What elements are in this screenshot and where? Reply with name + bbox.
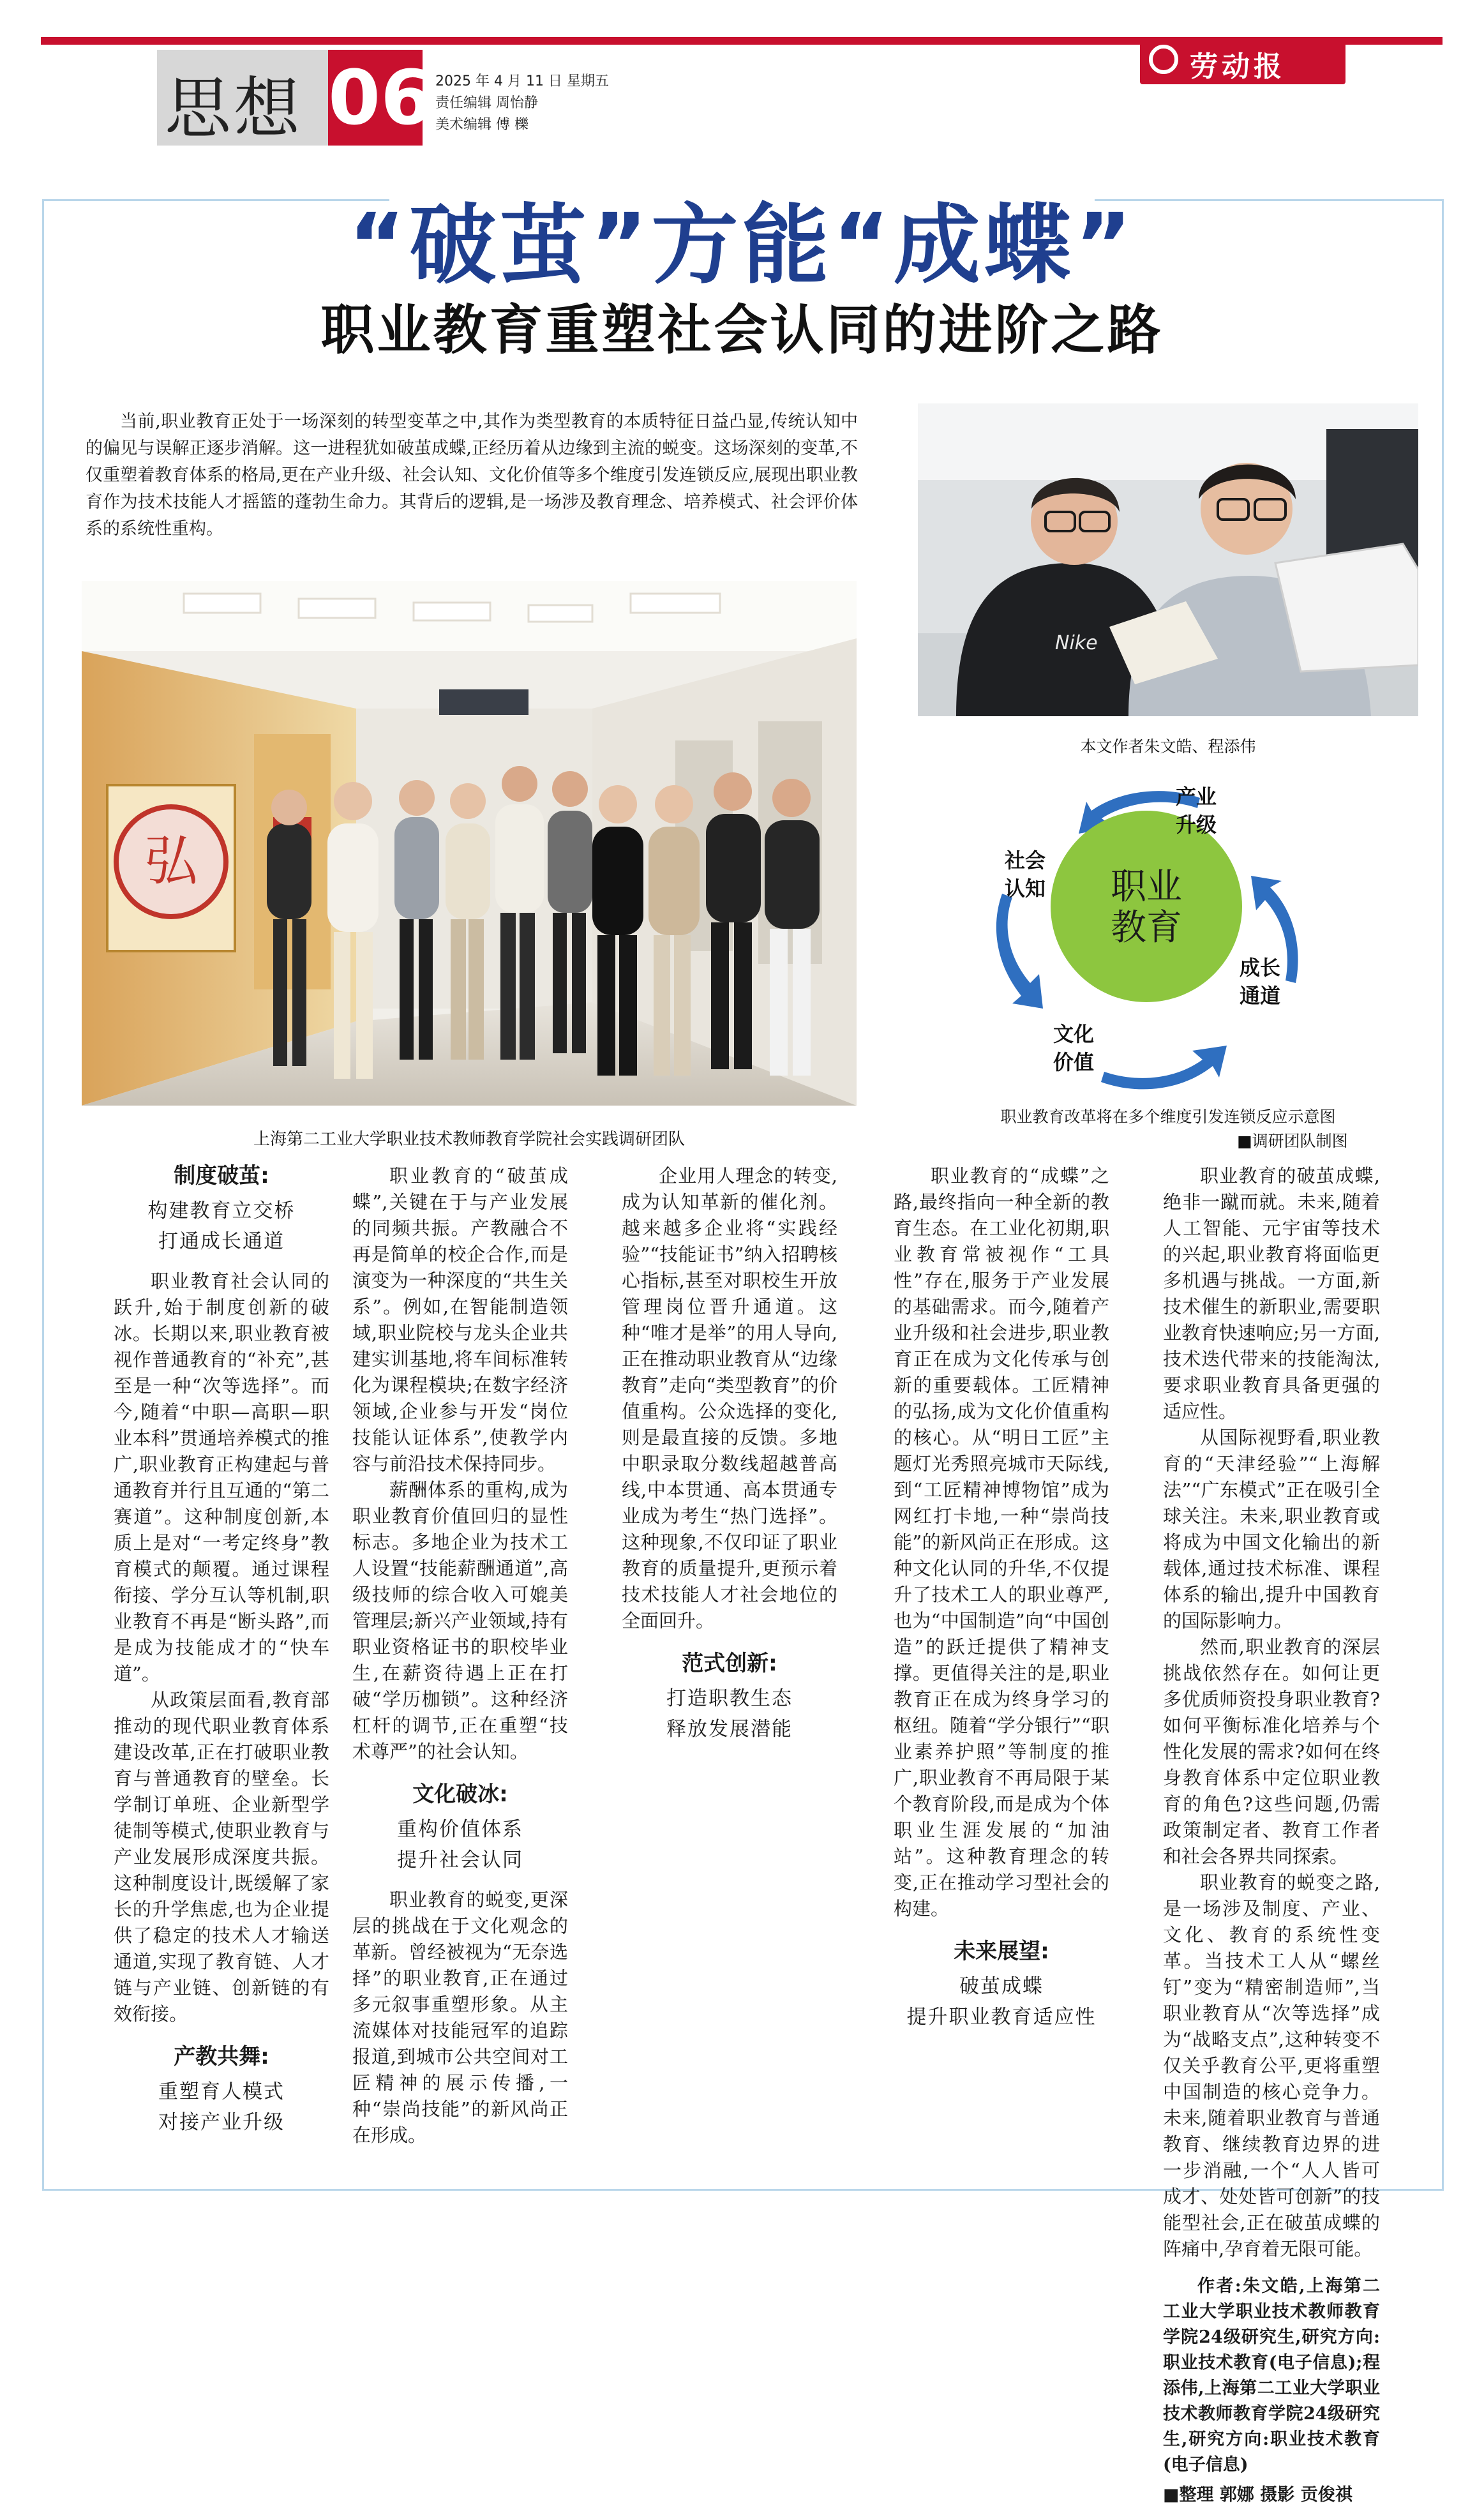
paragraph: 职业教育的蜕变,更深层的挑战在于文化观念的革新。曾经被视为“无奈选择”的职业教育,正在通过多元叙事重塑形象。从主流媒体对技能冠军的追踪报道,到城市公共空间对工匠精神的展示传播,一种“崇尚技能”的新风尚正在形成。: [352, 1889, 568, 2146]
section-subtitle-2-line2: 对接产业升级: [158, 2111, 285, 2134]
section-title-1: 制度破茧:: [174, 1163, 269, 1189]
art-editor-credit: 美术编辑 傅 櫟: [435, 117, 528, 133]
section-title-3: 文化破冰:: [412, 1782, 508, 1807]
section-subtitle-2-line1: 重塑育人模式: [158, 2080, 285, 2103]
editor-credit: 责任编辑 周怡静: [435, 95, 538, 111]
column-1: [114, 1163, 329, 2149]
section-subtitle-1-line1: 构建教育立交桥: [147, 1199, 296, 1222]
section-subtitle-4: [622, 1683, 837, 1745]
diagram-credit: ■调研团队制图: [1237, 1132, 1348, 1150]
newspaper-name: 劳动报: [1190, 50, 1285, 83]
diagram-label-left: [1005, 846, 1046, 903]
paragraph: 薪酬体系的重构,成为职业教育价值回归的显性标志。多地企业为技术工人设置“技能薪酬通道”,高级技师的综合收入可媲美管理层;新兴产业领域,持有职业资格证书的职校毕业生,在薪资待遇上正在打破“学历枷锁”。这种经济杠杆的调节,正在重塑“技术尊严”的社会认知。: [352, 1479, 568, 1762]
logo-mark-icon: [1149, 45, 1178, 74]
diagram-label-top-line1: 产业: [1176, 785, 1217, 809]
diagram-label-left-line2: 认知: [1005, 876, 1046, 901]
column-2: [352, 1163, 568, 2149]
author-note: 作者:朱文皓,上海第二工业大学职业技术教师教育学院24级研究生,研究方向:职业技术教育(电子信息);程添伟,上海第二工业大学职业技术教师教育学院24级研究生,研究方向:职业技术教育(电子信息): [1163, 2276, 1380, 2475]
diagram-label-right-line2: 通道: [1240, 984, 1281, 1008]
section-subtitle-3-line1: 重构价值体系: [397, 1818, 523, 1841]
section-subtitle-3-line2: 提升社会认同: [397, 1849, 523, 1872]
column-5: [1163, 1163, 1380, 2508]
team-photo: [82, 581, 857, 1106]
column-3: [622, 1163, 837, 1756]
paragraph: 职业教育的破茧成蝶,绝非一蹴而就。未来,随着人工智能、元宇宙等技术的兴起,职业教育将面临更多机遇与挑战。一方面,新技术催生的新职业,需要职业教育快速响应;另一方面,技术迭代带来的技能淘汰,要求职业教育具备更强的适应性。: [1163, 1165, 1380, 1422]
paragraph: 从国际视野看,职业教育的“天津经验”“上海解法”“广东模式”正在吸引全球关注。未来,职业教育或将成为中国文化输出的新载体,通过技术标准、课程体系的输出,提升中国教育的国际影响力。: [1163, 1427, 1380, 1632]
diagram-label-right: [1240, 954, 1280, 1010]
column-4: [894, 1163, 1109, 2044]
section-subtitle-4-line1: 打造职教生态: [666, 1687, 793, 1710]
arrow-left-icon: [996, 894, 1043, 1009]
credit-line: ■整理 郭娜 摄影 贡俊祺: [1163, 2485, 1353, 2505]
authors-photo: [918, 403, 1418, 716]
paragraph: 职业教育的蜕变之路,是一场涉及制度、产业、文化、教育的系统性变革。当技术工人从“螺丝钉”变为“精密制造师”,当职业教育从“次等选择”成为“战略支点”,这种转变不仅关乎教育公平,更将重塑中国制造的核心竞争力。未来,随着职业教育与普通教育、继续教育边界的进一步消融,一个“人人皆可成才、处处皆可创新”的技能型社会,正在破茧成蝶的阵痛中,孕育着无限可能。: [1163, 1872, 1380, 2260]
section-subtitle-2: [114, 2076, 329, 2138]
section-title-5: 未来展望:: [954, 1939, 1049, 1964]
diagram-center-line2: 教育: [1111, 907, 1182, 949]
paragraph: 从政策层面看,教育部推动的现代职业教育体系建设改革,正在打破职业教育与普通教育的壁垒。长学制订单班、企业新型学徒制等模式,使职业教育与产业发展形成深度共振。这种制度设计,既缓解了家长的升学焦虑,也为企业提供了稳定的技术人才输送通道,实现了教育链、人才链与产业链、创新链的有效衔接。: [114, 1689, 329, 2025]
section-name: 思想: [165, 70, 303, 147]
arrow-bottom-icon: [1101, 1046, 1227, 1089]
diagram-label-top-line2: 升级: [1176, 813, 1217, 837]
section-subtitle-1: [114, 1196, 329, 1257]
paragraph: 职业教育的“成蝶”之路,最终指向一种全新的教育生态。在工业化初期,职业教育常被视作“工具性”存在,服务于产业发展的基础需求。而今,随着产业升级和社会进步,职业教育正在成为文化传承与创新的重要载体。工匠精神的弘扬,成为文化价值重构的核心。从“明日工匠”主题灯光秀照亮城市天际线,到“工匠精神博物馆”成为网红打卡地,一种“崇尚技能”的新风尚正在形成。这种文化认同的升华,不仅提升了技术工人的职业尊严,也为“中国制造”向“中国创造”的跃迁提供了精神支撑。更值得关注的是,职业教育正在成为终身学习的枢纽。随着“学分银行”“职业素养护照”等制度的推广,职业教育不再局限于某个教育阶段,而是成为个体职业生涯发展的“加油站”。这种教育理念的转变,正在推动学习型社会的构建。: [894, 1165, 1109, 1919]
diagram-label-left-line1: 社会: [1005, 848, 1046, 873]
svg-text:Nike: Nike: [1055, 632, 1098, 654]
issue-date: 2025 年 4 月 11 日 星期五: [435, 73, 609, 89]
section-subtitle-5: [894, 1971, 1109, 2032]
section-title-2: 产教共舞:: [174, 2044, 269, 2069]
section-title-4: 范式创新:: [682, 1651, 777, 1676]
section-subtitle-5-line1: 破茧成蝶: [959, 1975, 1044, 1998]
article-lede: 当前,职业教育正处于一场深刻的转型变革之中,其作为类型教育的本质特征日益凸显,传统认知中的偏见与误解正逐步消解。这一进程犹如破茧成蝶,正经历着从边缘到主流的蜕变。这场深刻的变革,不仅重塑着教育体系的格局,更在产业升级、社会认知、文化价值等多个维度引发连锁反应,展现出职业教育作为技术技能人才摇篮的蓬勃生命力。其背后的逻辑,是一场涉及教育理念、培养模式、社会评价体系的系统性重构。: [86, 412, 858, 539]
diagram-label-bottom-line1: 文化: [1053, 1022, 1095, 1046]
section-subtitle-3: [352, 1814, 568, 1875]
diagram-label-bottom: [1053, 1020, 1094, 1076]
section-subtitle-1-line2: 打通成长通道: [158, 1230, 285, 1253]
paragraph: 职业教育的“破茧成蝶”,关键在于与产业发展的同频共振。产教融合不再是简单的校企合作,而是演变为一种深度的“共生关系”。例如,在智能制造领域,职业院校与龙头企业共建实训基地,将车间标准转化为课程模块;在数字经济领域,企业参与开发“岗位技能认证体系”,使教学内容与前沿技术保持同步。: [352, 1165, 568, 1475]
team-photo-caption: 上海第二工业大学职业技术教师教育学院社会实践调研团队: [253, 1130, 685, 1149]
newspaper-logo: [1140, 40, 1345, 84]
diagram-center-line1: 职业: [1111, 866, 1182, 908]
svg-text:弘: 弘: [144, 830, 199, 892]
authors-photo-caption: 本文作者朱文皓、程添伟: [1080, 737, 1256, 756]
diagram-center-label: [1051, 867, 1242, 949]
article-title: “破茧”方能“成蝶”: [348, 195, 1136, 296]
section-subtitle-5-line2: 提升职业教育适应性: [906, 2006, 1097, 2029]
diagram-label-top: [1176, 783, 1217, 839]
article-subtitle: 职业教育重塑社会认同的进阶之路: [320, 299, 1164, 361]
diagram-caption: 职业教育改革将在多个维度引发连锁反应示意图: [1000, 1108, 1336, 1126]
diagram-label-bottom-line2: 价值: [1053, 1050, 1095, 1074]
paragraph: 职业教育社会认同的跃升,始于制度创新的破冰。长期以来,职业教育被视作普通教育的“补充”,甚至是一种“次等选择”。而今,随着“中职—高职—职业本科”贯通培养模式的推广,职业教育正构建起与普通教育并行且互通的“第二赛道”。这种制度创新,本质上是对“一考定终身”教育模式的颠覆。通过课程衔接、学分互认等机制,职业教育不再是“断头路”,而是成为技能成才的“快车道”。: [114, 1270, 329, 1685]
paragraph: 企业用人理念的转变,成为认知革新的催化剂。越来越多企业将“实践经验”“技能证书”纳入招聘核心指标,甚至对职校生开放管理岗位晋升通道。这种“唯才是举”的用人导向,正在推动职业教育从“边缘教育”走向“类型教育”的价值重构。公众选择的变化,则是最直接的反馈。多地中职录取分数线超越普高线,中本贯通、高本贯通专业成为考生“热门选择”。这种现象,不仅印证了职业教育的质量提升,更预示着技术技能人才社会地位的全面回升。: [622, 1165, 837, 1632]
diagram-label-right-line1: 成长: [1240, 956, 1281, 980]
paragraph: 然而,职业教育的深层挑战依然存在。如何让更多优质师资投身职业教育?如何平衡标准化培养与个性化发展的需求?如何在终身教育体系中定位职业教育的角色?这些问题,仍需政策制定者、教育工作者和社会各界共同探索。: [1163, 1636, 1380, 1867]
page-number: 06: [328, 50, 423, 146]
section-subtitle-4-line2: 释放发展潜能: [666, 1718, 793, 1741]
